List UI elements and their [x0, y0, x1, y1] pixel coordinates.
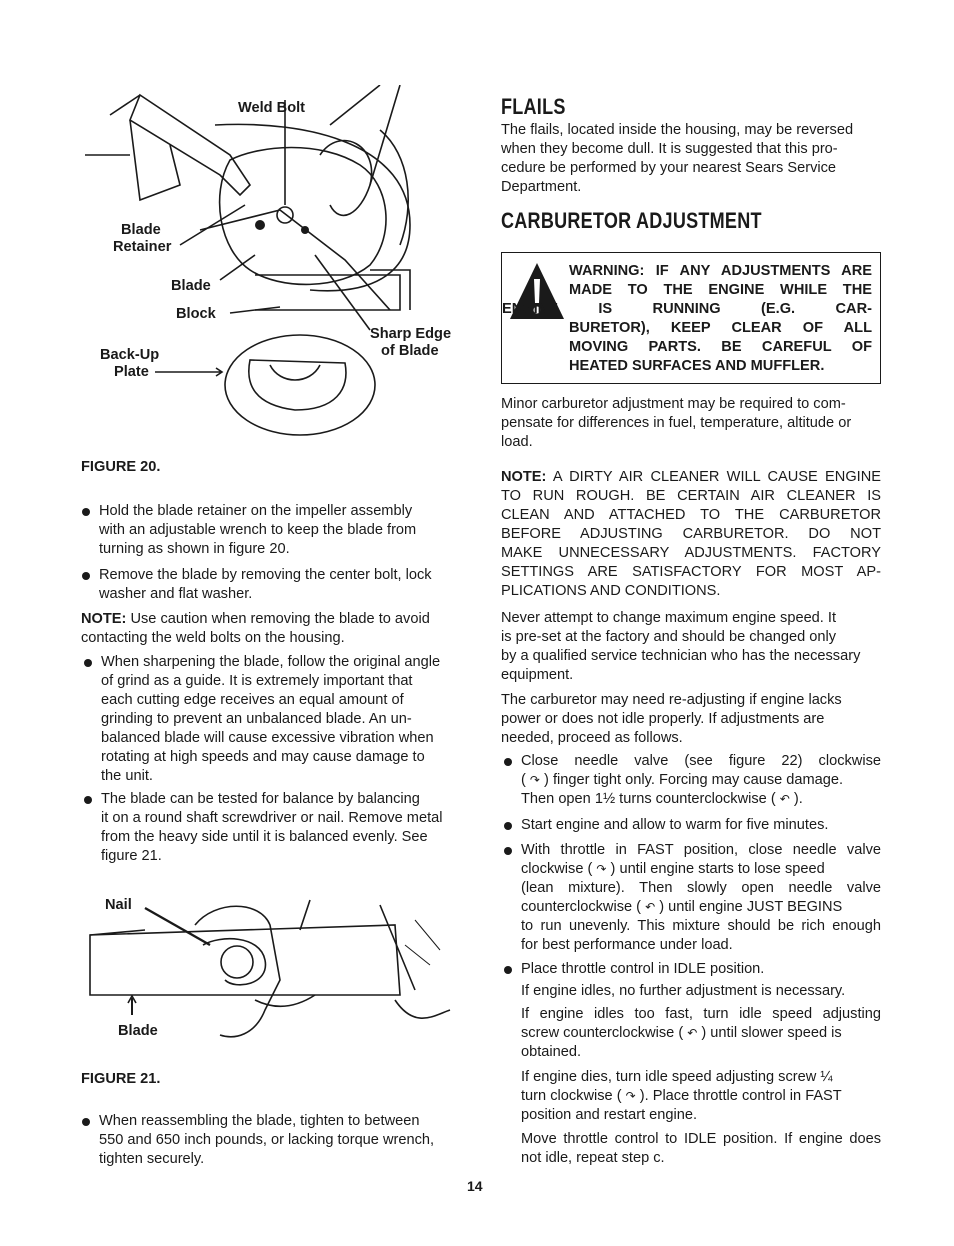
line: PLICATIONS AND CONDITIONS. [501, 583, 721, 599]
line: clockwise ( [521, 861, 597, 877]
line: turning as shown in figure 20. [99, 541, 290, 557]
line: Place throttle control in IDLE position. [521, 961, 765, 977]
line: With throttle in FAST position, close needle valve [521, 842, 881, 858]
carb-heading-wrap [501, 208, 901, 234]
note-label: NOTE: [501, 469, 547, 485]
line: ) until engine JUST BEGINS [655, 899, 843, 915]
bullet-hold-retainer [99, 502, 458, 559]
note-label: NOTE: [81, 611, 127, 627]
warning-box [501, 252, 881, 384]
line: to run unevenly. This mixture should be rich enough [521, 918, 881, 934]
line: TO RUN ROUGH. BE CERTAIN AIR CLEANER IS [501, 488, 881, 504]
line: equipment. [501, 667, 574, 683]
line: 550 and 650 inch pounds, or lacking torque wrench, [99, 1132, 435, 1148]
line: A DIRTY AIR CLEANER WILL CAUSE ENGINE [546, 469, 881, 485]
line: tighten securely. [99, 1151, 205, 1167]
label-back-up-1: Back-Up [100, 347, 160, 363]
label-blade-retainer-1: Blade [121, 222, 161, 238]
line: If engine idles, no further adjustment is necessary. [521, 983, 846, 999]
line: with an adjustable wrench to keep the blade from [99, 522, 417, 538]
counterclockwise-arrow-icon: ↶ [645, 900, 656, 914]
bullet-dot [504, 847, 512, 855]
clockwise-arrow-icon: ↷ [596, 862, 607, 876]
flails-section [501, 94, 881, 120]
note-air-cleaner [501, 468, 881, 601]
minor-adjustment-paragraph [501, 395, 881, 452]
line: ENGINE IS RUNNING (E.G. CAR- [502, 301, 872, 317]
label-sharp-edge-1: Sharp Edge [370, 326, 452, 342]
line: from the heavy side until it is balanced evenly. See [101, 829, 428, 845]
figure-21-caption: FIGURE 21. [81, 1071, 161, 1087]
line: when they become dull. It is suggested that this pro- [501, 141, 838, 157]
carburetor-heading: CARBURETOR ADJUSTMENT [501, 208, 762, 233]
step-start-engine [521, 816, 881, 835]
line: Then open 1½ turns counterclockwise ( [521, 791, 780, 807]
never-change-paragraph [501, 609, 881, 685]
carb-readjust-paragraph [501, 691, 881, 748]
line: ) until engine starts to lose speed [606, 861, 825, 877]
label-blade-retainer-2: Retainer [113, 239, 172, 255]
warning-text [502, 262, 872, 376]
line: Close needle valve (see figure 22) clockwise [521, 753, 881, 769]
line: figure 21. [101, 848, 162, 864]
bullet-dot [82, 572, 90, 580]
sub-idles-ok [521, 982, 881, 1001]
line: Remove the blade by removing the center bolt, lock [99, 567, 432, 583]
step-fast-position [521, 841, 881, 955]
line: screw counterclockwise ( [521, 1025, 688, 1041]
line: The blade can be tested for balance by balancing [101, 791, 420, 807]
note-caution-weld-bolts [81, 610, 459, 648]
line: Start engine and allow to warm for five minutes. [521, 817, 829, 833]
counterclockwise-arrow-icon: ↶ [779, 792, 790, 806]
line: MADE TO THE ENGINE WHILE THE [569, 282, 872, 298]
line: pensate for differences in fuel, temperature, altitude or [501, 415, 852, 431]
line: The flails, located inside the housing, may be reversed [501, 122, 854, 138]
bullet-dot [504, 966, 512, 974]
line: If engine idles too fast, turn idle speed adjusting [521, 1006, 881, 1022]
label-back-up-2: Plate [114, 364, 149, 380]
line: for best performance under load. [521, 937, 733, 953]
line: ) until slower speed is [697, 1025, 842, 1041]
label-blade: Blade [171, 278, 211, 294]
bullet-dot [84, 796, 92, 804]
line: cedure be performed by your nearest Sears Service [501, 160, 837, 176]
line: Department. [501, 179, 582, 195]
label-weld-bolt: Weld Bolt [238, 100, 306, 116]
flails-paragraph [501, 121, 881, 197]
line: If engine dies, turn idle speed adjusting screw ¼ [521, 1069, 833, 1085]
line: load. [501, 434, 533, 450]
bullet-remove-blade [99, 566, 458, 604]
line: BURETOR), KEEP CLEAR OF ALL [569, 320, 872, 336]
line: by a qualified service technician who has the necessary [501, 648, 861, 664]
line: HEATED SURFACES AND MUFFLER. [569, 358, 825, 374]
page-number: 14 [467, 1178, 483, 1194]
line: (lean mixture). Then slowly open needle valve [521, 880, 881, 896]
line: needed, proceed as follows. [501, 730, 683, 746]
line: not idle, repeat step c. [521, 1150, 665, 1166]
line: balanced blade will cause excessive vibration when [101, 730, 434, 746]
bullet-dot [84, 659, 92, 667]
line: counterclockwise ( [521, 899, 646, 915]
flails-heading: FLAILS [501, 94, 566, 119]
label-sharp-edge-2: of Blade [381, 343, 439, 359]
line: grinding to prevent an unbalanced blade. An un- [101, 711, 412, 727]
label-nail: Nail [105, 897, 132, 913]
line: ). Place throttle control in FAST [635, 1088, 842, 1104]
line: MOVING PARTS. BE CAREFUL OF [569, 339, 872, 355]
line: Move throttle control to IDLE position. If engine does [521, 1131, 881, 1147]
line: MAKE UNNECESSARY ADJUSTMENTS. FACTORY [501, 545, 881, 561]
line: is pre-set at the factory and should be changed only [501, 629, 837, 645]
sub-move-throttle [521, 1130, 881, 1168]
sub-engine-dies [521, 1068, 881, 1125]
line: of grind as a guide. It is extremely important that [101, 673, 413, 689]
line: BEFORE ADJUSTING CARBURETOR. DO NOT [501, 526, 881, 542]
line: position and restart engine. [521, 1107, 698, 1123]
step-idle-position [521, 960, 881, 979]
bullet-dot [504, 758, 512, 766]
line: WARNING: IF ANY ADJUSTMENTS ARE [569, 263, 872, 279]
line: washer and flat washer. [99, 586, 253, 602]
line: When reassembling the blade, tighten to between [99, 1113, 420, 1129]
line: The carburetor may need re-adjusting if engine lacks [501, 692, 842, 708]
sub-idles-too-fast [521, 1005, 881, 1062]
bullet-sharpening [101, 653, 459, 786]
line: contacting the weld bolts on the housing. [81, 630, 345, 646]
line: ( [521, 772, 530, 788]
line: When sharpening the blade, follow the original angle [101, 654, 441, 670]
bullet-dot [504, 822, 512, 830]
figure-20-caption: FIGURE 20. [81, 459, 161, 475]
line: each cutting edge receives an equal amount of [101, 692, 404, 708]
counterclockwise-arrow-icon: ↶ [687, 1026, 698, 1040]
line: power or does not idle properly. If adjustments are [501, 711, 825, 727]
line: obtained. [521, 1044, 582, 1060]
label-blade-fig21: Blade [118, 1023, 158, 1039]
bullet-reassembling [99, 1112, 459, 1169]
bullet-dot [82, 1118, 90, 1126]
bullet-balance-test [101, 790, 459, 866]
line: CLEAN AND ATTACHED TO THE CARBURETOR [501, 507, 881, 523]
bullet-dot [82, 508, 90, 516]
line: turn clockwise ( [521, 1088, 626, 1104]
clockwise-arrow-icon: ↷ [529, 773, 540, 787]
line: the unit. [101, 768, 153, 784]
line: ) finger tight only. Forcing may cause damage. [539, 772, 844, 788]
line: it on a round shaft screwdriver or nail. Remove metal [101, 810, 443, 826]
line: SETTINGS ARE SATISFACTORY FOR MOST AP- [501, 564, 881, 580]
line: ). [789, 791, 803, 807]
label-block: Block [176, 306, 216, 322]
line: Minor carburetor adjustment may be required to com- [501, 396, 846, 412]
line: Use caution when removing the blade to avoid [126, 611, 430, 627]
step-close-needle-valve [521, 752, 881, 809]
line: Never attempt to change maximum engine speed. It [501, 610, 837, 626]
line: rotating at high speeds and may cause damage to [101, 749, 425, 765]
clockwise-arrow-icon: ↷ [625, 1089, 636, 1103]
line: Hold the blade retainer on the impeller assembly [99, 503, 413, 519]
figure-20-illustration [80, 85, 480, 455]
